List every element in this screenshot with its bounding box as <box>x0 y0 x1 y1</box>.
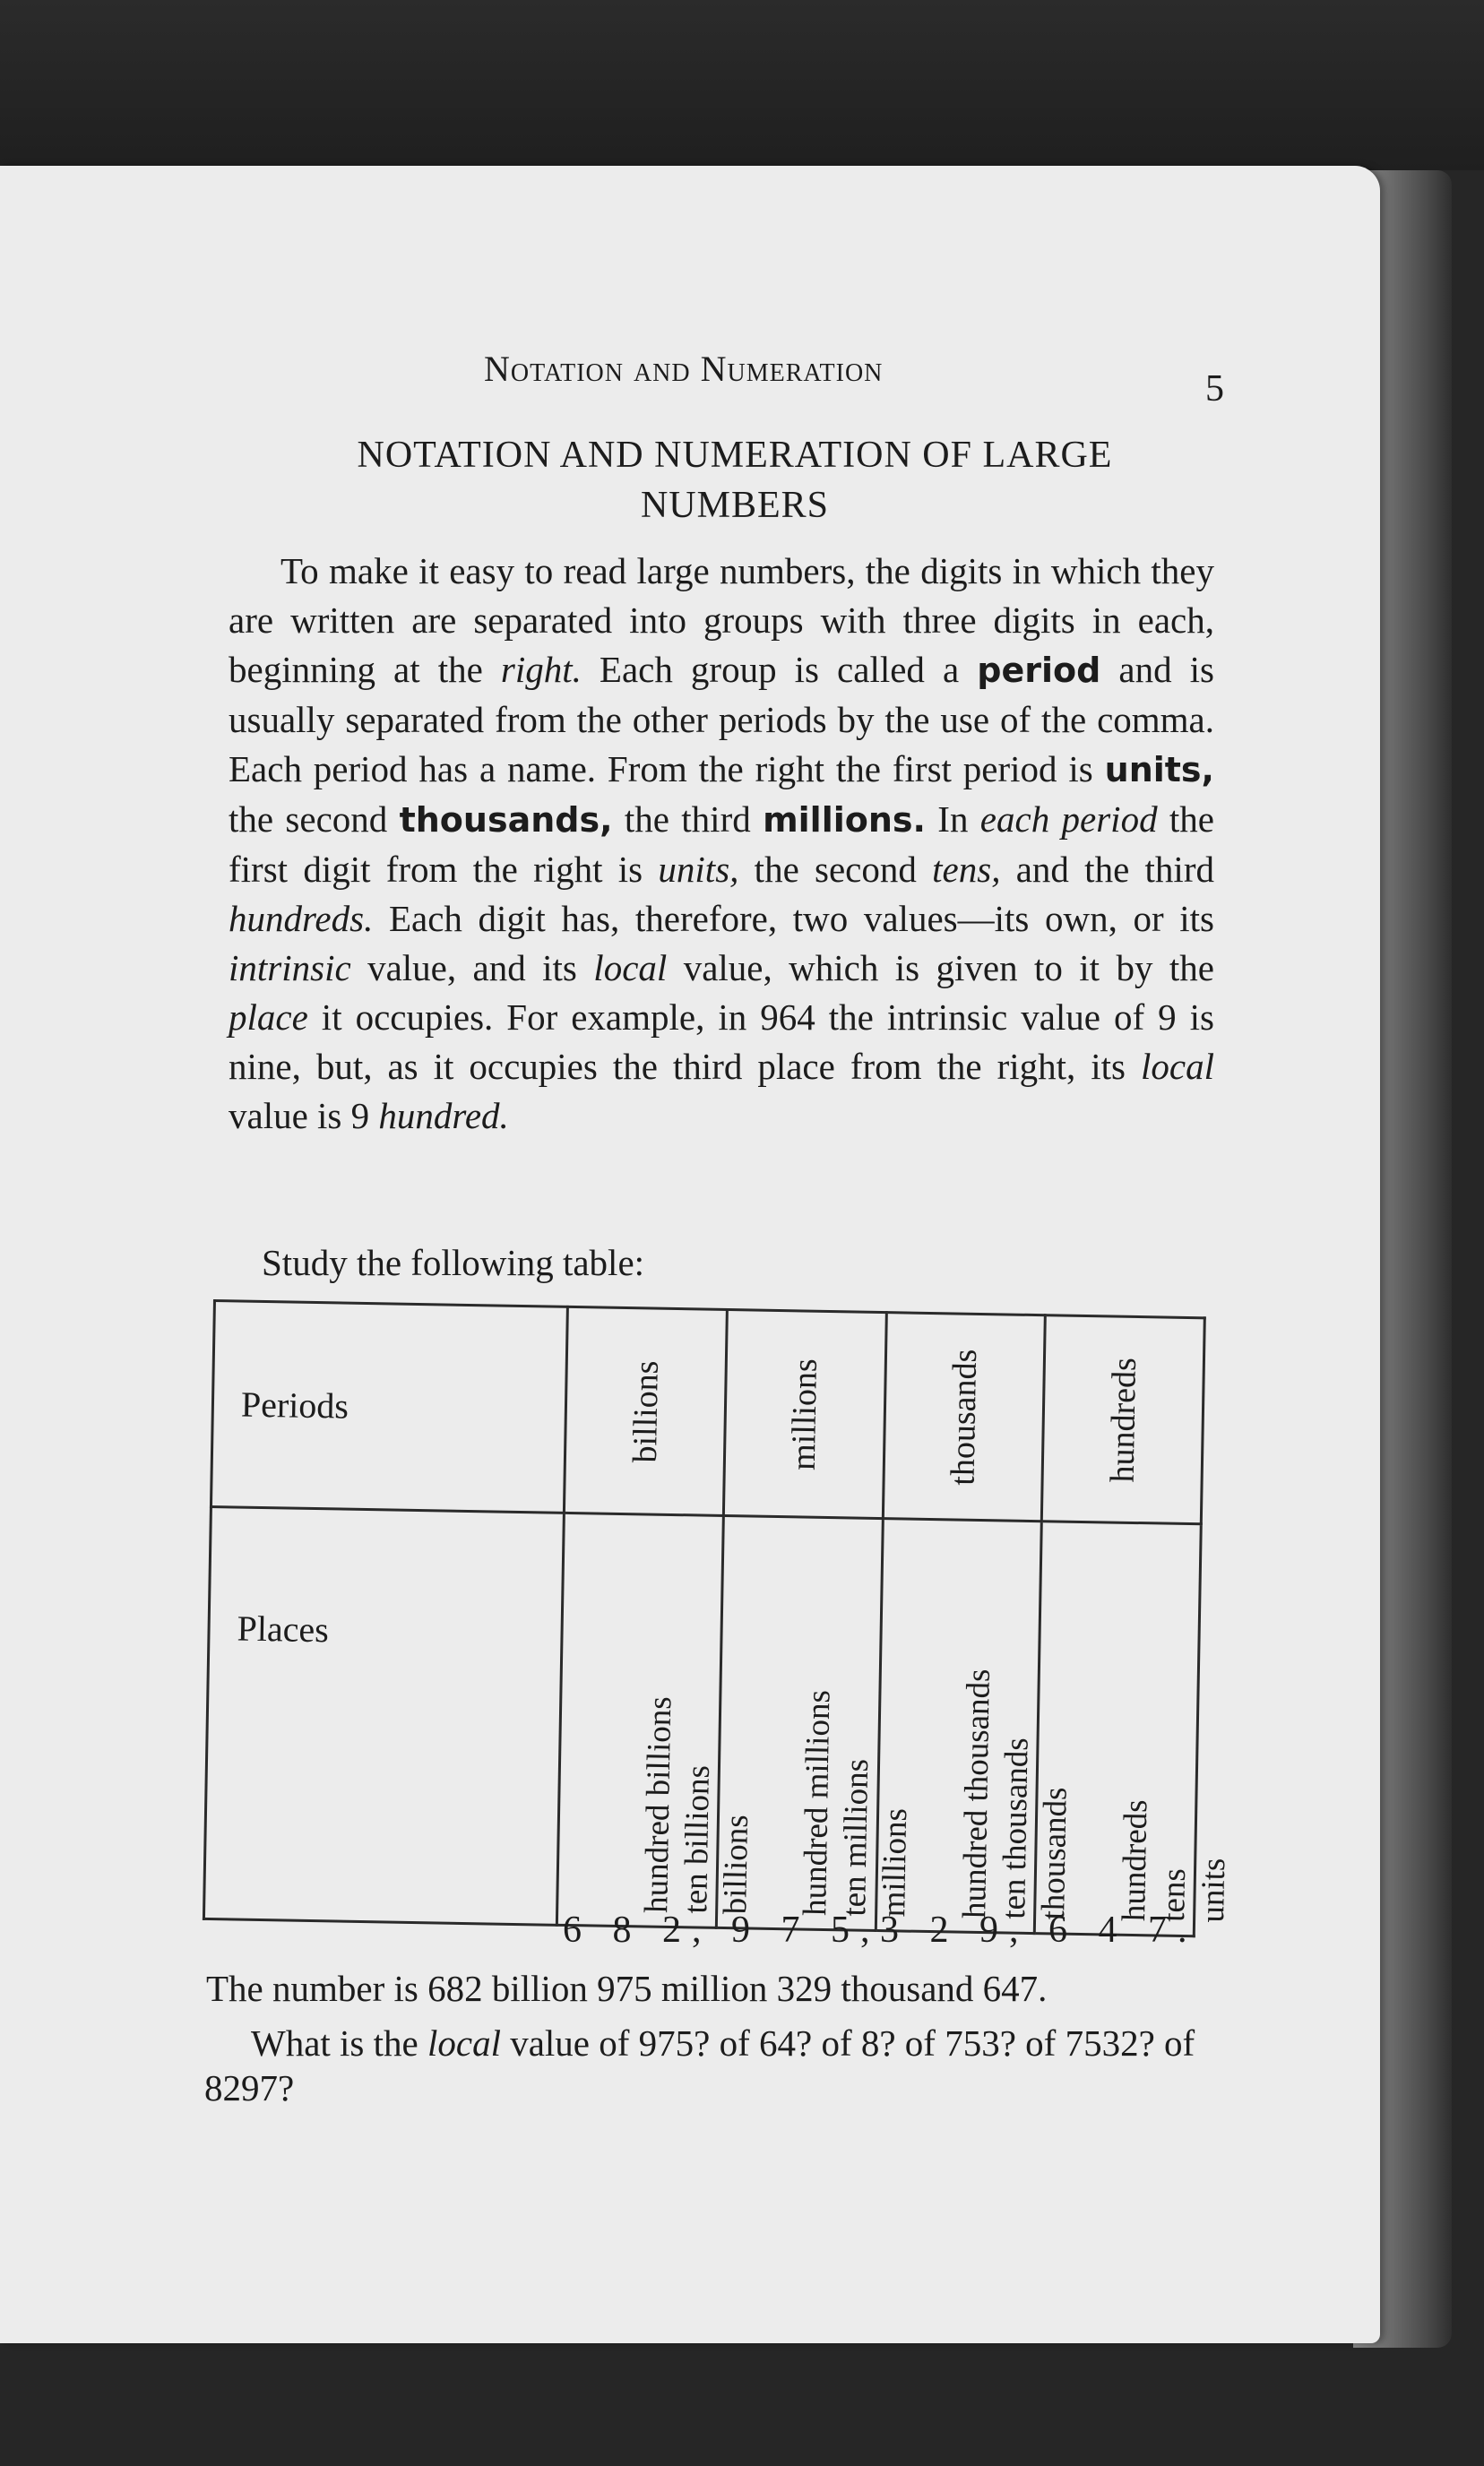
table-intro: Study the following table: <box>262 1242 645 1283</box>
place-name: hundred thousands <box>956 1668 997 1919</box>
periods-label: Periods <box>211 1301 567 1513</box>
period-cell <box>883 1313 1046 1522</box>
running-head: Notation and Numeration <box>484 349 884 389</box>
section-title <box>269 430 1201 530</box>
place-name: tens <box>1154 1867 1193 1923</box>
places-stack <box>1115 1799 1235 1923</box>
period-name: thousands <box>944 1348 985 1486</box>
places-row <box>203 1506 1201 1936</box>
digit-group-thousands: 3 2 9, <box>880 1910 1030 1951</box>
page-number: 5 <box>1205 368 1224 410</box>
section-title-line-2: NUMBERS <box>640 485 830 526</box>
place-name: ten billions <box>677 1764 717 1914</box>
period-name: hundreds <box>1103 1357 1143 1483</box>
exercise-question: What is the local value of 975? of 64? of 8? of 753? of 7532? of 8297? <box>204 2022 1195 2108</box>
section-title-line-1: NOTATION AND NUMERATION OF LARGE <box>357 435 1113 476</box>
place-value-table <box>203 1299 1232 1937</box>
places-cell <box>876 1519 1074 1934</box>
places-cell <box>1035 1522 1232 1936</box>
place-name: billions <box>716 1814 755 1915</box>
place-name: ten millions <box>836 1758 876 1917</box>
place-name: hundred billions <box>637 1695 679 1914</box>
body-paragraph: To make it easy to read large numbers, the digits in which they are written are separated into groups with three digits in each, beginning at the right. Each group is called a period and is usually separated from the other periods by the use of the comma. Each period has a name. From the right the first period is units, the second thousands, the third millions. In each period the first digit from the right is units, the second tens, and the third hundreds. Each digit has, therefore, two values—its own, or its intrinsic value, and its local value, which is given to it by the place it occupies. For example, in 964 the intrinsic value of 9 is nine, but, as it occupies the third place from the right, its local value is 9 hundred. <box>229 550 1214 1136</box>
period-name: millions <box>785 1358 825 1470</box>
places-label: Places <box>203 1506 564 1925</box>
period-cell <box>1042 1315 1205 1524</box>
period-cell <box>565 1306 728 1515</box>
periods-row <box>211 1301 1204 1524</box>
period-name: billions <box>626 1359 666 1463</box>
place-name: millions <box>876 1807 915 1918</box>
place-name: ten thousands <box>996 1737 1036 1920</box>
place-name: hundred millions <box>797 1689 838 1917</box>
place-name: units <box>1194 1858 1232 1923</box>
digit-group-millions: 9 7 5, <box>731 1910 881 1951</box>
place-name: thousands <box>1035 1787 1074 1920</box>
digit-group-units: 6 4 7. <box>1048 1910 1198 1951</box>
number-sentence: The number is 682 billion 975 million 329 thousand 647. <box>206 1968 1048 2009</box>
places-cell <box>557 1513 755 1927</box>
places-cell <box>716 1515 915 1930</box>
place-name: hundreds <box>1115 1799 1155 1922</box>
dark-background <box>0 0 1484 170</box>
period-cell <box>723 1310 886 1519</box>
digit-group-billions: 6 8 2, <box>563 1910 712 1951</box>
